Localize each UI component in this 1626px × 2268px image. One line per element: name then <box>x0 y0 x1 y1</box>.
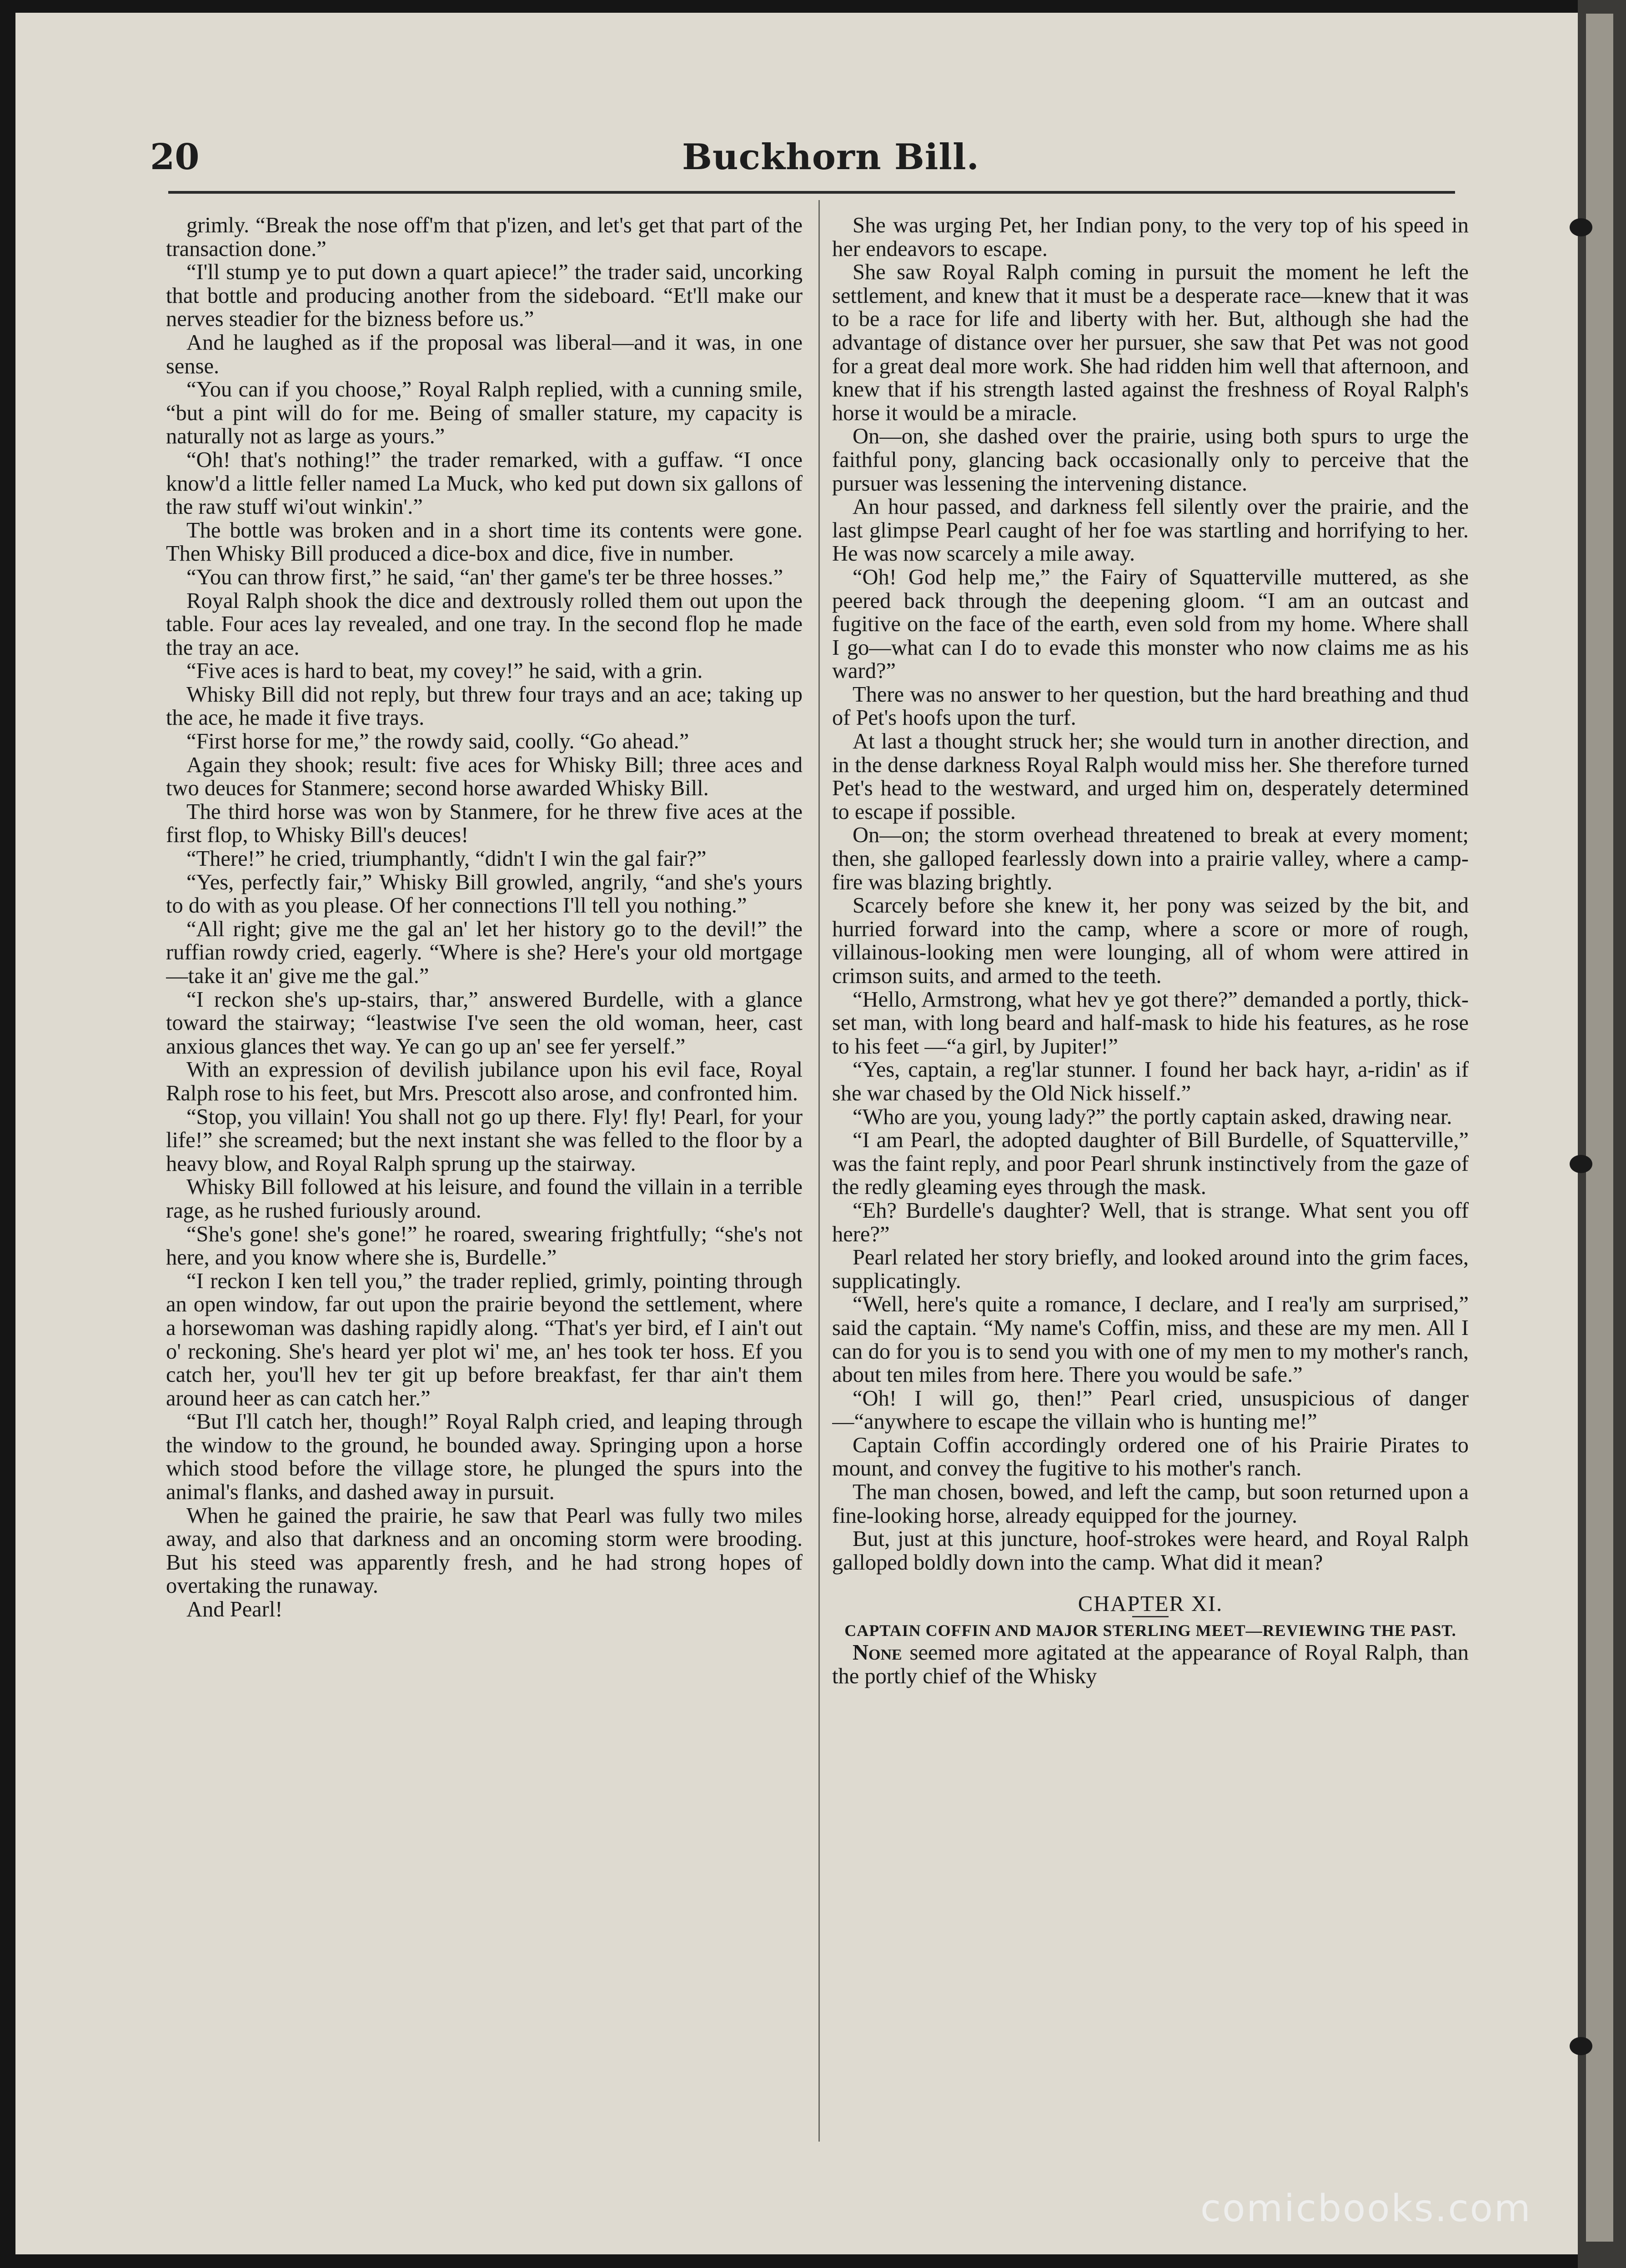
paragraph: “Oh! that's nothing!” the trader remarked, with a guffaw. “I once know'd a little feller named La Muck, who ked put down six gallons of the raw stuff wi'out winkin'.” <box>166 447 803 519</box>
paragraph: “You can if you choose,” Royal Ralph replied, with a cunning smile, “but a pint will do for me. Being of smaller stature, my capacity is naturally not as large as yours.” <box>166 377 803 449</box>
paragraph: She saw Royal Ralph coming in pursuit the moment he left the settlement, and knew that it must be a desperate race—knew that it was to be a race for life and liberty with her. But, although she had the advantage of distance over her pursuer, she saw that Pet was not good for a great deal more work. She had ridden him well that afternoon, and knew that if his strength lasted against the freshness of Royal Ralph's horse it would be a miracle. <box>832 260 1469 425</box>
paragraph: The bottle was broken and in a short time its contents were gone. Then Whisky Bill produced a dice-box and dice, five in number. <box>166 518 803 566</box>
chapter-opening-paragraph <box>832 1641 1469 1688</box>
paragraph: “I'll stump ye to put down a quart apiece!” the trader said, uncorking that bottle and producing another from the sideboard. “Et'll make our nerves steadier for the bizness before us.” <box>166 260 803 331</box>
paragraph: Scarcely before she knew it, her pony was seized by the bit, and hurried forward into the camp, where a score or more of rough, villainous-looking men were lounging, all of whom were attired in crimson suits, and armed to the teeth. <box>832 893 1469 988</box>
paragraph: “Who are you, young lady?” the portly captain asked, drawing near. <box>853 1104 1452 1129</box>
paragraph: When he gained the prairie, he saw that Pearl was fully two miles away, and also that darkness and an oncoming storm were brooding. But his steed was apparently fresh, and he had strong hopes of overtaking the runaway. <box>166 1503 803 1598</box>
paragraph: “First horse for me,” the rowdy said, coolly. “Go ahead.” <box>186 729 689 754</box>
paragraph: “I reckon I ken tell you,” the trader replied, grimly, pointing through an open window, far out upon the prairie beyond the settlement, where a horsewoman was dashing rapidly along. “That's yer bird, ef I ain't out o' reckoning. She's heard yer plot wi' me, an' hes took ter hoss. Ef you catch her, you'll hev ter git up before breakfast, fer thar ain't them around heer as can catch her.” <box>166 1269 803 1410</box>
binding-hole <box>1570 218 1592 236</box>
paragraph: At last a thought struck her; she would turn in another direction, and in the dense darkness Royal Ralph would miss her. She therefore turned Pet's head to the westward, and urged him on, desperately determined to escape if possible. <box>832 729 1469 824</box>
paragraph: “All right; give me the gal an' let her history go to the devil!” the ruffian rowdy cried, eagerly. “Where is she? Here's your old mortgage—take it an' give me the gal.” <box>166 917 803 988</box>
left-column <box>166 214 803 2137</box>
paragraph: An hour passed, and darkness fell silently over the prairie, and the last glimpse Pearl caught of her foe was startling and horrifying to her. He was now scarcely a mile away. <box>832 495 1469 566</box>
paragraph: “Eh? Burdelle's daughter? Well, that is strange. What sent you off here?” <box>832 1198 1469 1246</box>
paragraph: With an expression of devilish jubilance upon his evil face, Royal Ralph rose to his feet, but Mrs. Prescott also arose, and confronted him. <box>166 1058 803 1105</box>
binding-hole <box>1570 1155 1592 1173</box>
watermark: comicbooks.com <box>1200 2187 1532 2230</box>
column-divider <box>818 200 820 2142</box>
paragraph: “Five aces is hard to beat, my covey!” he said, with a grin. <box>186 659 703 683</box>
paragraph: grimly. “Break the nose off'm that p'izen, and let's get that part of the transaction done.” <box>166 214 803 261</box>
paragraph: And Pearl! <box>186 1597 283 1622</box>
chapter-rule <box>1132 1616 1169 1617</box>
paragraph: “She's gone! she's gone!” he roared, swearing frightfully; “she's not here, and you know where she is, Burdelle.” <box>166 1222 803 1270</box>
paragraph: “I am Pearl, the adopted daughter of Bill Burdelle, of Squatterville,” was the faint reply, and poor Pearl shrunk instinctively from the gaze of the redly gleaming eyes through the mask. <box>832 1128 1469 1199</box>
page-number: 20 <box>150 136 200 178</box>
paragraph: “Hello, Armstrong, what hev ye got there?” demanded a portly, thick-set man, with long beard and half-mask to hide his features, as he rose to his feet —“a girl, by Jupiter!” <box>832 987 1469 1059</box>
paragraph: There was no answer to her question, but the hard breathing and thud of Pet's hoofs upon the turf. <box>832 682 1469 730</box>
paragraph: On—on, she dashed over the prairie, using both spurs to urge the faithful pony, glancing back occasionally only to perceive that the pursuer was lessening the intervening distance. <box>832 424 1469 496</box>
paragraph: “There!” he cried, triumphantly, “didn't I win the gal fair?” <box>186 847 707 871</box>
header-rule <box>168 191 1455 194</box>
book-title: Buckhorn Bill. <box>682 136 979 178</box>
paragraph: On—on; the storm overhead threatened to break at every moment; then, she galloped fearlessly down into a prairie valley, where a camp-fire was blazing brightly. <box>832 823 1469 894</box>
paragraph: “Yes, captain, a reg'lar stunner. I found her back hayr, a-ridin' as if she war chased by the Old Nick hisself.” <box>832 1058 1469 1105</box>
paragraph: “I reckon she's up-stairs, thar,” answered Burdelle, with a glance toward the stairway; “leastwise I've seen the old woman, heer, cast anxious glances thet way. Ye can go up an' see fer yerself.” <box>166 987 803 1059</box>
paragraph: “Oh! God help me,” the Fairy of Squatterville muttered, as she peered back through the deepening gloom. “I am an outcast and fugitive on the face of the earth, even sold from my home. Where shall I go—what can I do to evade this monster who now claims me as his ward?” <box>832 565 1469 683</box>
paragraph: “You can throw first,” he said, “an' ther game's ter be three hosses.” <box>186 565 783 589</box>
paragraph: She was urging Pet, her Indian pony, to the very top of his speed in her endeavors to escape. <box>832 214 1469 261</box>
paragraph: Again they shook; result: five aces for Whisky Bill; three aces and two deuces for Stanmere; second horse awarded Whisky Bill. <box>166 753 803 801</box>
paragraph: Royal Ralph shook the dice and dextrously rolled them out upon the table. Four aces lay revealed, and one tray. In the second flop he made the tray an ace. <box>166 588 803 660</box>
paragraph: “Yes, perfectly fair,” Whisky Bill growled, angrily, “and she's yours to do with as you please. Of her connections I'll tell you nothing.” <box>166 870 803 918</box>
chapter-heading: CHAPTER XI. <box>1078 1592 1223 1616</box>
paragraph: Pearl related her story briefly, and looked around into the grim faces, supplicatingly. <box>832 1245 1469 1293</box>
paragraph: But, just at this juncture, hoof-strokes were heard, and Royal Ralph galloped boldly down into the camp. What did it mean? <box>832 1527 1469 1575</box>
paragraph: “Oh! I will go, then!” Pearl cried, unsuspicious of danger—“anywhere to escape the villain who is hunting me!” <box>832 1386 1469 1434</box>
chapter-subtitle: CAPTAIN COFFIN AND MAJOR STERLING MEET—REVIEWING THE PAST. <box>844 1621 1456 1640</box>
page-edge-highlight <box>1586 14 1613 2242</box>
opening-text: seemed more agitated at the appearance of Royal Ralph, than the portly chief of the Whisky <box>832 1641 1469 1688</box>
paragraph: Whisky Bill did not reply, but threw four trays and an ace; taking up the ace, he made it five trays. <box>166 682 803 730</box>
paragraph: The man chosen, bowed, and left the camp, but soon returned upon a fine-looking horse, already equipped for the journey. <box>832 1480 1469 1528</box>
paragraph: “Well, here's quite a romance, I declare, and I rea'ly am surprised,” said the captain. “My name's Coffin, miss, and these are my men. All I can do for you is to send you with one of my men to my mother's ranch, about ten miles from here. There you would be safe.” <box>832 1292 1469 1387</box>
paragraph: And he laughed as if the proposal was liberal—and it was, in one sense. <box>166 330 803 378</box>
paragraph: Whisky Bill followed at his leisure, and found the villain in a terrible rage, as he rushed furiously around. <box>166 1175 803 1223</box>
right-column <box>832 214 1469 2137</box>
paragraph: “Stop, you villain! You shall not go up there. Fly! fly! Pearl, for your life!” she screamed; but the next instant she was felled to the floor by a heavy blow, and Royal Ralph sprung up the stairway. <box>166 1104 803 1176</box>
paragraph: The third horse was won by Stanmere, for he threw five aces at the first flop, to Whisky Bill's deuces! <box>166 799 803 848</box>
paragraph: Captain Coffin accordingly ordered one of his Prairie Pirates to mount, and convey the fugitive to his mother's ranch. <box>832 1433 1469 1481</box>
paragraph: “But I'll catch her, though!” Royal Ralph cried, and leaping through the window to the ground, he bounded away. Springing upon a horse which stood before the village store, he plunged the spurs into the animal's flanks, and dashed away in pursuit. <box>166 1410 803 1505</box>
running-head <box>150 136 1469 186</box>
binding-hole <box>1570 2037 1592 2055</box>
opening-word: None <box>853 1641 902 1665</box>
